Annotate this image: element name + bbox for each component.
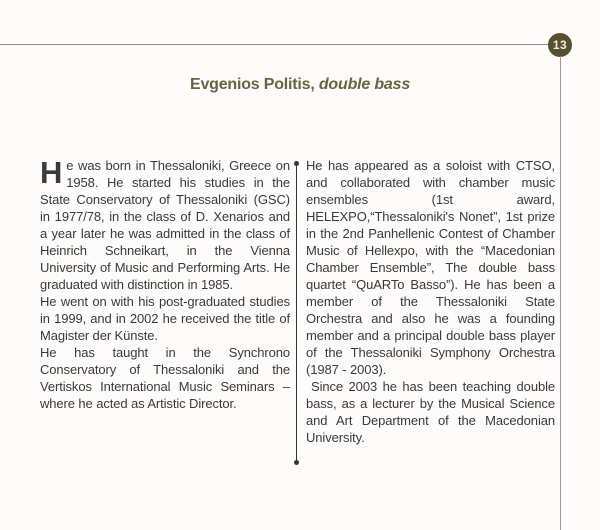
bio-left-column bbox=[40, 157, 290, 412]
divider-top-dot bbox=[294, 161, 299, 166]
top-border-line bbox=[0, 44, 549, 45]
divider-bottom-dot bbox=[294, 460, 299, 465]
bio-paragraph-birth-studies bbox=[40, 157, 290, 293]
title-person-name: Evgenios Politis, bbox=[189, 76, 319, 93]
bio-paragraph-teaching: He has taught in the Synchrono Conservatory of Thessaloniki and the Vertiskos International Music Seminars – where he acted as Artistic Director. bbox=[40, 345, 290, 411]
column-divider-line bbox=[296, 164, 297, 462]
bio-paragraph-lecturer: Since 2003 he has been teaching double bass, as a lecturer by the Musical Science and Art Department of the Macedonian University. bbox=[306, 379, 555, 445]
bio-paragraph-postgraduate: He went on with his post-graduated studies in 1999, and in 2002 he received the title of Magister der Künste. bbox=[40, 294, 290, 343]
page-number: 13 bbox=[552, 38, 568, 52]
dropcap-letter: H bbox=[40, 155, 63, 190]
bio-right-column bbox=[306, 157, 555, 446]
page-title bbox=[0, 76, 600, 94]
right-border-line bbox=[560, 56, 561, 530]
bio-paragraph-birth-studies-text: e was born in Thessaloniki, Greece on 1958. He started his studies in the State Conservatory of Thessaloniki (GSC) in 1977/78, in the class of D. Xenarios and a year later he was admitted in the class of Heinrich Schneikart, in the Vienna University of Music and Performing Arts. He graduated with distinction in 1985. bbox=[40, 158, 290, 292]
bio-paragraph-career: He has appeared as a soloist with CTSO, and collaborated with chamber music ensembles (1st award, HELEXPO,“Thessaloniki's Nonet”, 1st prize in the 2nd Panhellenic Contest of Chamber Music of Hellexpo, with the “Macedonian Chamber Ensemble”, The double bass quartet “QuARTo Basso”). He has been a member of the Thessaloniki State Orchestra and also he was a founding member and a principal double bass player of the Thessaloniki Symphony Orchestra (1987 - 2003). bbox=[306, 158, 555, 377]
title-instrument: double bass bbox=[318, 76, 411, 93]
page-number-badge bbox=[548, 33, 572, 57]
